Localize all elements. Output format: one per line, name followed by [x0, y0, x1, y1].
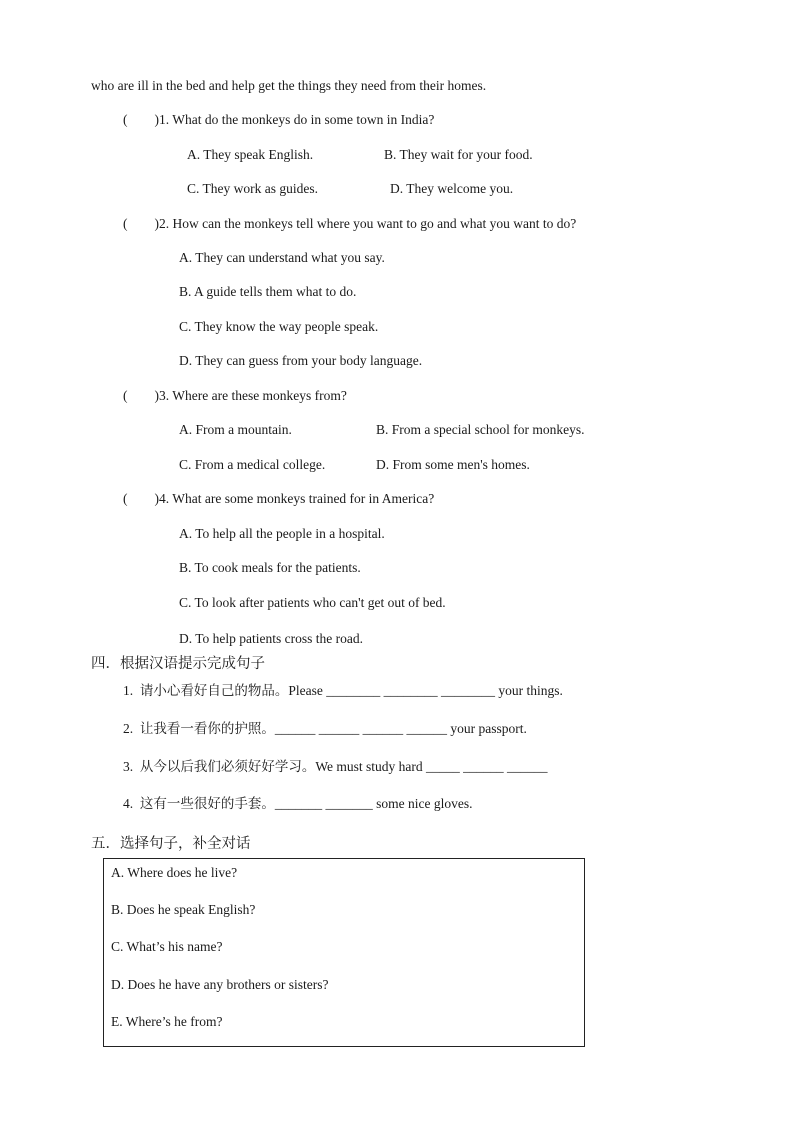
q2-option-d: D. They can guess from your body language.	[179, 353, 423, 368]
q4-option-a: A. To help all the people in a hospital.	[179, 526, 385, 541]
q4-option-c: C. To look after patients who can't get out of bed.	[179, 595, 446, 610]
choice-d: D. Does he have any brothers or sisters?	[111, 977, 329, 992]
q3-option-b: B. From a special school for monkeys.	[376, 422, 585, 437]
choice-c: C. What’s his name?	[111, 939, 223, 954]
q3-option-d: D. From some men's homes.	[376, 457, 530, 472]
section-4-item-1: 1. 请小心看好自己的物品。Please ________ ________ ________ your things.	[123, 683, 563, 698]
section-4-item-3: 3. 从今以后我们必须好好学习。We must study hard _____ ______ ______	[123, 759, 548, 774]
section-4-item-4: 4. 这有一些很好的手套。_______ _______ some nice gloves.	[123, 796, 473, 811]
q4-option-d: D. To help patients cross the road.	[179, 631, 364, 646]
intro-line: who are ill in the bed and help get the things they need from their homes.	[91, 78, 487, 93]
q1-option-a: A. They speak English.	[187, 147, 314, 162]
choice-e: E. Where’s he from?	[111, 1014, 223, 1029]
q3-option-c: C. From a medical college.	[179, 457, 326, 472]
question-2: ( )2. How can the monkeys tell where you want to go and what you want to do?	[123, 216, 577, 231]
choice-b: B. Does he speak English?	[111, 902, 256, 917]
question-4: ( )4. What are some monkeys trained for in America?	[123, 491, 435, 506]
question-3: ( )3. Where are these monkeys from?	[123, 388, 347, 403]
q2-option-b: B. A guide tells them what to do.	[179, 284, 357, 299]
question-1: ( )1. What do the monkeys do in some town in India?	[123, 112, 435, 127]
q2-option-c: C. They know the way people speak.	[179, 319, 379, 334]
section-4-heading: 四．根据汉语提示完成句子	[91, 656, 265, 672]
q2-option-a: A. They can understand what you say.	[179, 250, 385, 265]
q3-option-a: A. From a mountain.	[179, 422, 292, 437]
section-4-item-2: 2. 让我看一看你的护照。______ ______ ______ ______ your passport.	[123, 721, 527, 736]
q4-option-b: B. To cook meals for the patients.	[179, 560, 361, 575]
q1-option-c: C. They work as guides.	[187, 181, 318, 196]
q1-option-d: D. They welcome you.	[390, 181, 514, 196]
section-5-heading: 五．选择句子，补全对话	[91, 836, 251, 852]
choice-a: A. Where does he live?	[111, 865, 238, 880]
q1-option-b: B. They wait for your food.	[384, 147, 533, 162]
